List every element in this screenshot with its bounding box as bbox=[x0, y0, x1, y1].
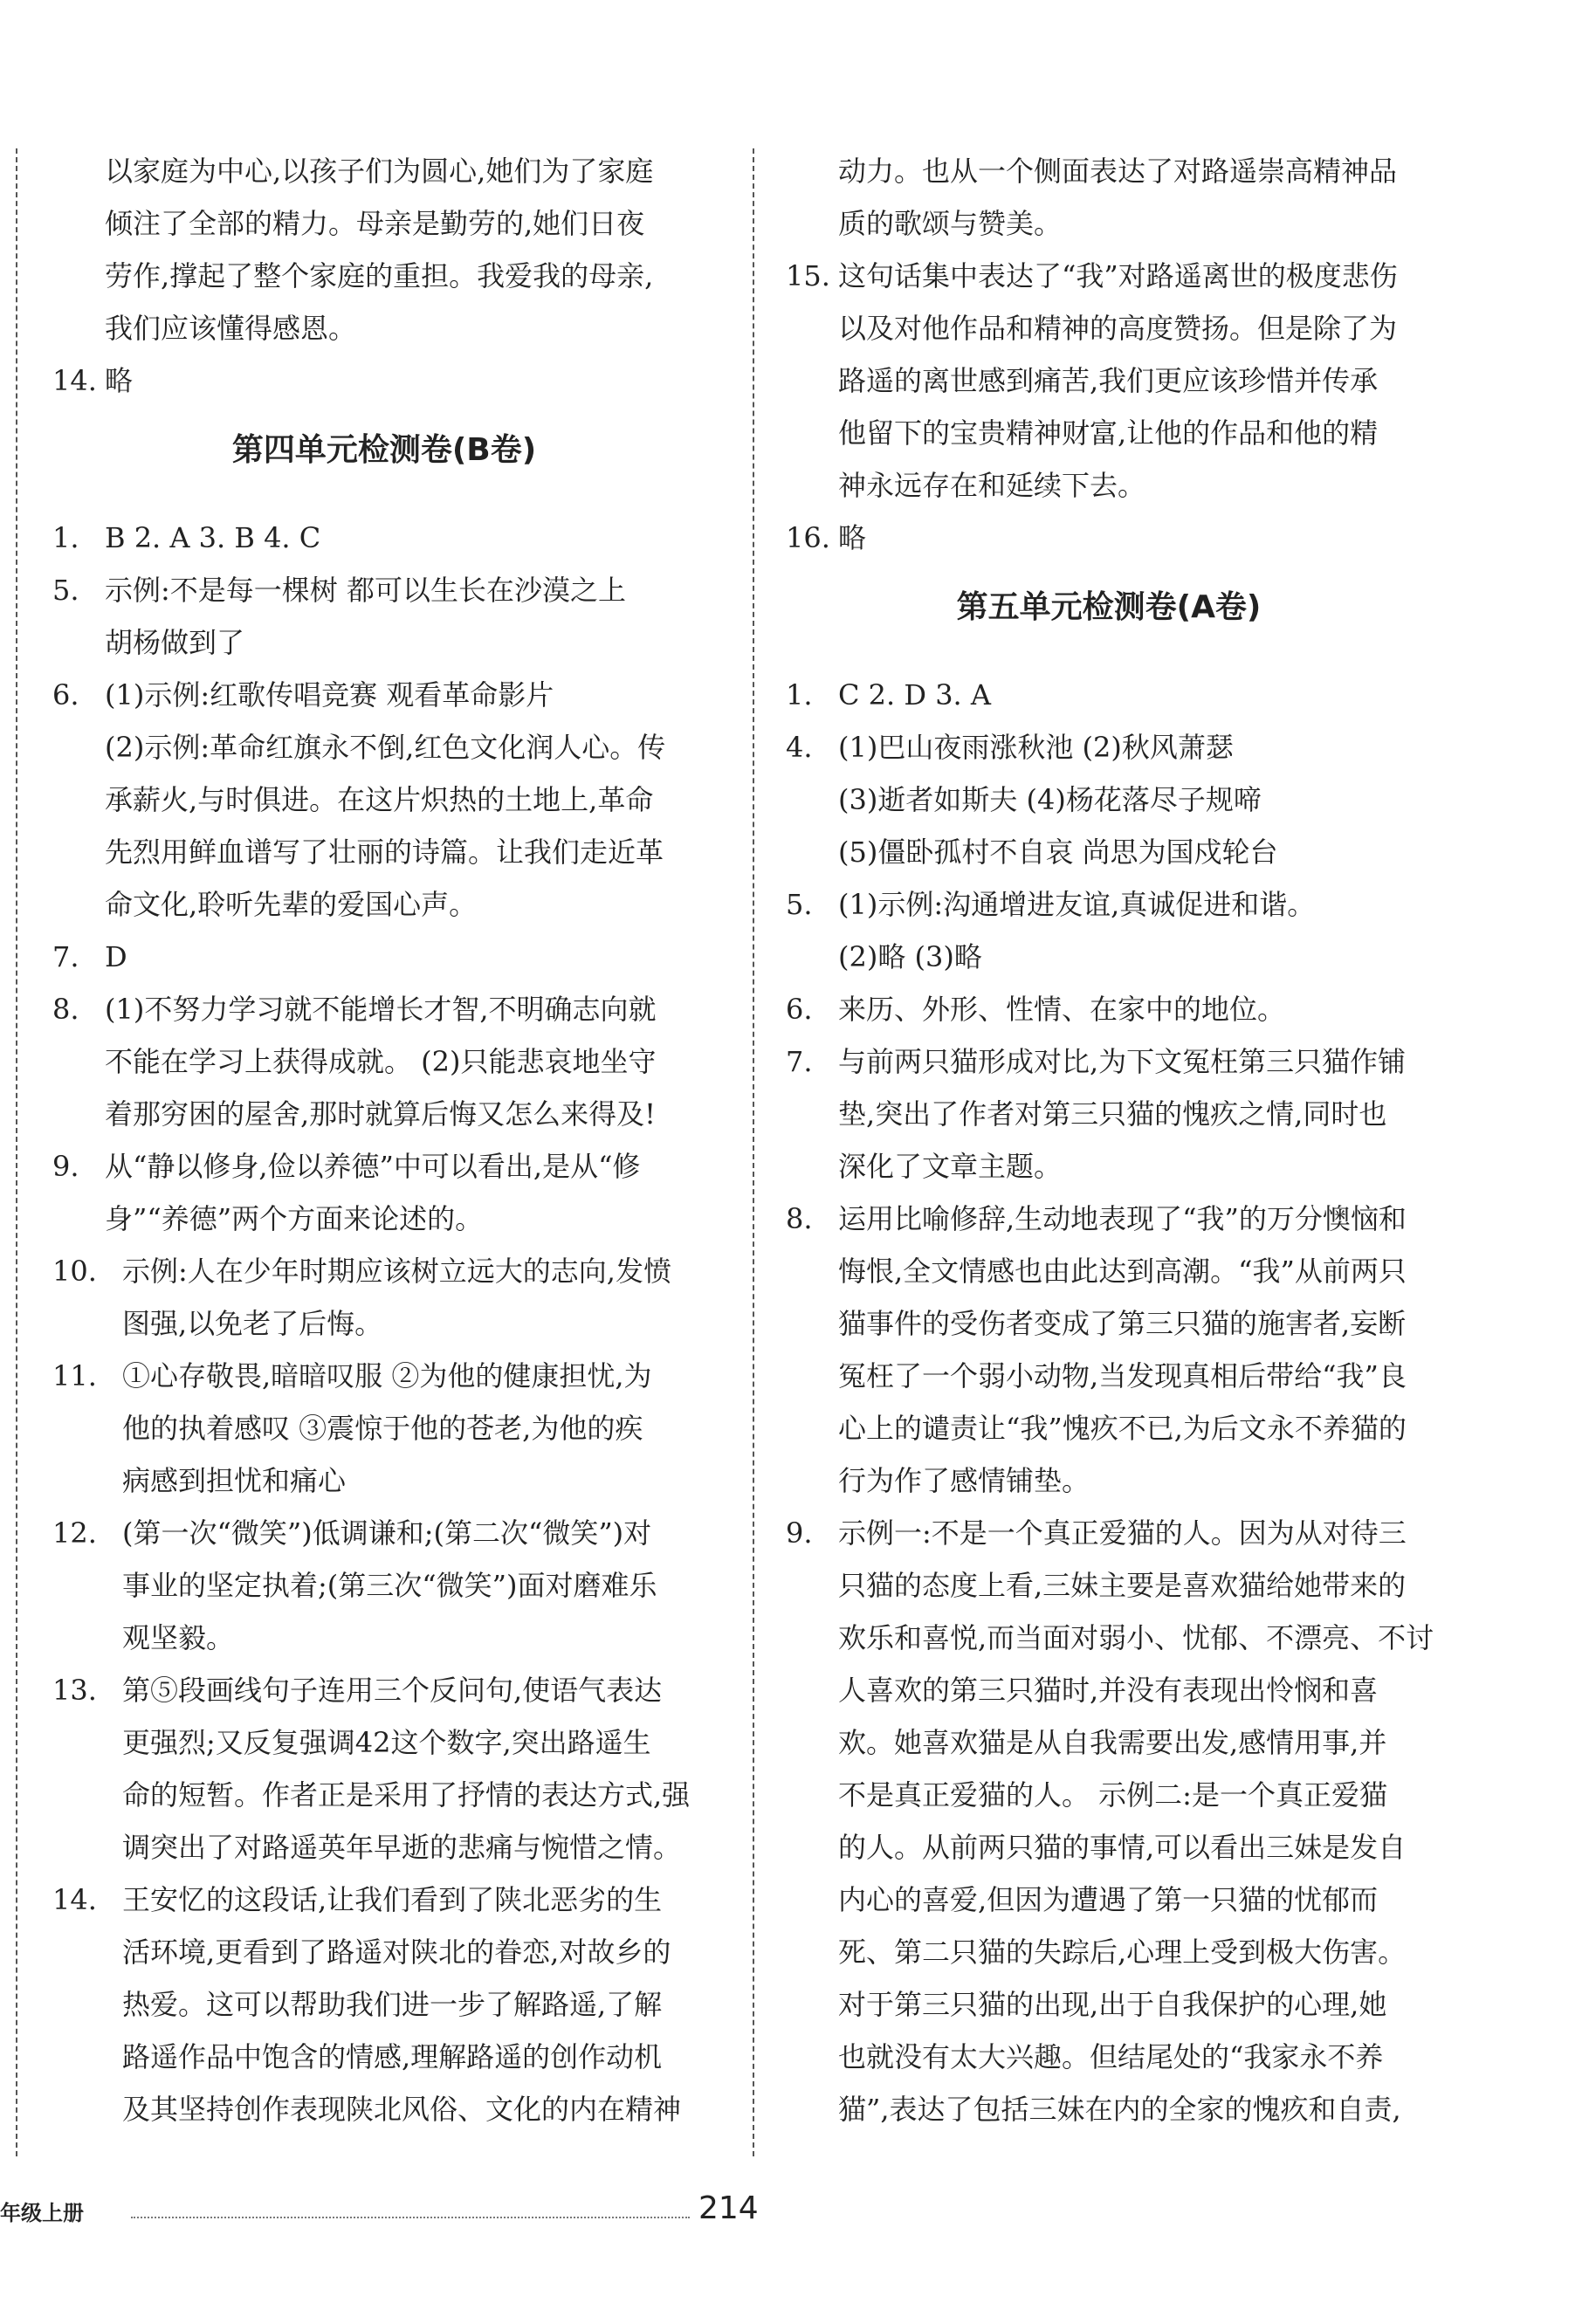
item-number: 7. bbox=[786, 1045, 813, 1078]
item-number: 15. bbox=[786, 259, 830, 292]
answer-line: (3)逝者如斯夫 (4)杨花落尽子规啼 bbox=[838, 783, 1262, 816]
answer-line: 行为作了感情铺垫。 bbox=[838, 1464, 1090, 1497]
answer-8 bbox=[786, 1193, 1432, 1507]
item-number: 8. bbox=[52, 993, 79, 1026]
answer-1-3 bbox=[786, 669, 1432, 721]
answer-line: 略 bbox=[838, 521, 867, 554]
item-number: 12. bbox=[52, 1516, 97, 1550]
answer-9 bbox=[52, 1140, 716, 1245]
answer-line: 着那穷困的屋舍,那时就算后悔又怎么来得及! bbox=[105, 1097, 657, 1131]
continued-answer bbox=[786, 145, 1432, 250]
answer-line: 与前两只猫形成对比,为下文冤枉第三只猫作铺 bbox=[838, 1045, 1407, 1078]
answer-line: 先烈用鲜血谱写了壮丽的诗篇。让我们走近革 bbox=[105, 835, 664, 869]
answer-line: (2)略 (3)略 bbox=[838, 940, 982, 973]
section-title-unit5-a: 第五单元检测卷(A卷) bbox=[956, 589, 1262, 625]
answer-line: 来历、外形、性情、在家中的地位。 bbox=[838, 993, 1286, 1026]
item-number: 7. bbox=[52, 940, 79, 973]
answer-line: 身”“养德”两个方面来论述的。 bbox=[105, 1202, 484, 1235]
answer-line: 活环境,更看到了路遥对陕北的眷恋,对故乡的 bbox=[122, 1936, 671, 1969]
answer-line: 动力。也从一个侧面表达了对路遥崇高精神品 bbox=[838, 155, 1398, 188]
item-number: 9. bbox=[52, 1150, 79, 1183]
answer-line: 的人。从前两只猫的事情,可以看出三妹是发自 bbox=[838, 1831, 1407, 1864]
answer-line: D bbox=[105, 940, 127, 973]
answer-1-4 bbox=[52, 512, 716, 564]
answer-line: 冤枉了一个弱小动物,当发现真相后带给“我”良 bbox=[838, 1359, 1407, 1392]
answer-12 bbox=[52, 1507, 716, 1664]
item-number: 9. bbox=[786, 1516, 813, 1550]
answer-8 bbox=[52, 983, 716, 1140]
answer-line: 这句话集中表达了“我”对路遥离世的极度悲伤 bbox=[838, 259, 1398, 292]
answer-line: 以家庭为中心,以孩子们为圆心,她们为了家庭 bbox=[105, 155, 654, 188]
answer-line: 垫,突出了作者对第三只猫的愧疚之情,同时也 bbox=[838, 1097, 1387, 1131]
answer-line: 及其坚持创作表现陕北风俗、文化的内在精神 bbox=[122, 2093, 682, 2126]
answer-9 bbox=[786, 1507, 1432, 2135]
answer-7 bbox=[786, 1035, 1432, 1193]
answer-5 bbox=[52, 564, 716, 669]
item-number: 1. bbox=[52, 521, 79, 554]
binding-margin-rule bbox=[16, 148, 17, 2156]
answer-line: 猫”,表达了包括三妹在内的全家的愧疚和自责, bbox=[838, 2093, 1401, 2126]
answer-line: (1)示例:沟通增进友谊,真诚促进和谐。 bbox=[838, 888, 1316, 921]
answer-line: 路遥的离世感到痛苦,我们更应该珍惜并传承 bbox=[838, 364, 1379, 397]
footer-dotted-rule bbox=[131, 2217, 690, 2218]
answer-line: 人喜欢的第三只猫时,并没有表现出怜悯和喜 bbox=[838, 1674, 1379, 1707]
answer-line: 不是真正爱猫的人。 示例二:是一个真正爱猫 bbox=[838, 1778, 1387, 1812]
answer-line: 他留下的宝贵精神财富,让他的作品和他的精 bbox=[838, 416, 1379, 450]
answer-line: (2)示例:革命红旗永不倒,红色文化润人心。传 bbox=[105, 731, 666, 764]
answer-line: 运用比喻修辞,生动地表现了“我”的万分懊恼和 bbox=[838, 1202, 1407, 1235]
section-title-unit4-b: 第四单元检测卷(B卷) bbox=[231, 432, 537, 468]
item-number: 13. bbox=[52, 1674, 97, 1707]
answer-line: 质的歌颂与赞美。 bbox=[838, 207, 1063, 240]
answer-line: 劳作,撑起了整个家庭的重担。我爱我的母亲, bbox=[105, 259, 654, 292]
item-number: 10. bbox=[52, 1255, 97, 1288]
answer-line: 只猫的态度上看,三妹主要是喜欢猫给她带来的 bbox=[838, 1569, 1407, 1602]
answer-line: 示例一:不是一个真正爱猫的人。因为从对待三 bbox=[838, 1516, 1407, 1550]
answer-line: 心上的谴责让“我”愧疚不已,为后文永不养猫的 bbox=[838, 1412, 1407, 1445]
item-number: 14. bbox=[52, 1883, 97, 1916]
answer-6 bbox=[786, 983, 1432, 1035]
answer-line: 内心的喜爱,但因为遭遇了第一只猫的忧郁而 bbox=[838, 1883, 1379, 1916]
answer-line: 从“静以修身,俭以养德”中可以看出,是从“修 bbox=[105, 1150, 641, 1183]
answer-line: 也就没有太大兴趣。但结尾处的“我家永不养 bbox=[838, 2040, 1384, 2073]
answer-line: 胡杨做到了 bbox=[105, 626, 245, 659]
answer-6 bbox=[52, 669, 716, 931]
answer-line: (1)巴山夜雨涨秋池 (2)秋风萧瑟 bbox=[838, 731, 1234, 764]
item-number: 6. bbox=[786, 993, 813, 1026]
item-number: 16. bbox=[786, 521, 830, 554]
page-number: 214 bbox=[698, 2190, 759, 2226]
answer-line: 承薪火,与时俱进。在这片炽热的土地上,革命 bbox=[105, 783, 654, 816]
answer-16 bbox=[786, 512, 1432, 564]
item-number: 11. bbox=[52, 1359, 97, 1392]
left-column bbox=[52, 145, 716, 2135]
answer-line: 略 bbox=[105, 364, 134, 397]
answer-10 bbox=[52, 1245, 716, 1350]
answer-line: 事业的坚定执着;(第三次“微笑”)面对磨难乐 bbox=[122, 1569, 657, 1602]
grade-label: 年级上册 bbox=[0, 2201, 84, 2225]
answer-line: 更强烈;又反复强调42这个数字,突出路遥生 bbox=[122, 1726, 651, 1759]
answer-14 bbox=[52, 354, 716, 407]
item-number: 4. bbox=[786, 731, 813, 764]
answer-line: 倾注了全部的精力。母亲是勤劳的,她们日夜 bbox=[105, 207, 645, 240]
answer-line: 路遥作品中饱含的情感,理解路遥的创作动机 bbox=[122, 2040, 663, 2073]
continued-answer bbox=[52, 145, 716, 354]
answer-line: 猫事件的受伤者变成了第三只猫的施害者,妄断 bbox=[838, 1307, 1407, 1340]
item-number: 14. bbox=[52, 364, 97, 397]
answer-line: 命文化,聆听先辈的爱国心声。 bbox=[105, 888, 478, 921]
answer-line: 命的短暂。作者正是采用了抒情的表达方式,强 bbox=[122, 1778, 691, 1812]
answer-line: 调突出了对路遥英年早逝的悲痛与惋惜之情。 bbox=[122, 1831, 682, 1864]
answer-line: 他的执着感叹 ③震惊于他的苍老,为他的疾 bbox=[122, 1412, 643, 1445]
answer-14-essay bbox=[52, 1874, 716, 2135]
answer-line: 我们应该懂得感恩。 bbox=[105, 312, 357, 345]
answer-7 bbox=[52, 931, 716, 983]
answer-line: 欢。她喜欢猫是从自我需要出发,感情用事,并 bbox=[838, 1726, 1387, 1759]
answer-line: 热爱。这可以帮助我们进一步了解路遥,了解 bbox=[122, 1988, 663, 2021]
column-divider bbox=[753, 148, 754, 2156]
answer-line: 深化了文章主题。 bbox=[838, 1150, 1063, 1183]
answer-line: 病感到担忧和痛心 bbox=[122, 1464, 347, 1497]
answer-line: 示例:人在少年时期应该树立远大的志向,发愤 bbox=[122, 1255, 671, 1288]
answer-line: 示例:不是每一棵树 都可以生长在沙漠之上 bbox=[105, 574, 626, 607]
answer-line: 对于第三只猫的出现,出于自我保护的心理,她 bbox=[838, 1988, 1387, 2021]
answer-line: (5)僵卧孤村不自哀 尚思为国戍轮台 bbox=[838, 835, 1278, 869]
answer-line: 死、第二只猫的失踪后,心理上受到极大伤害。 bbox=[838, 1936, 1407, 1969]
answer-line: (1)示例:红歌传唱竞赛 观看革命影片 bbox=[105, 678, 554, 712]
answer-11 bbox=[52, 1350, 716, 1507]
answer-line: (第一次“微笑”)低调谦和;(第二次“微笑”)对 bbox=[122, 1516, 652, 1550]
item-number: 5. bbox=[786, 888, 813, 921]
item-number: 6. bbox=[52, 678, 79, 712]
answer-13 bbox=[52, 1664, 716, 1874]
answer-line: 欢乐和喜悦,而当面对弱小、忧郁、不漂亮、不讨 bbox=[838, 1621, 1434, 1654]
answer-line: 观坚毅。 bbox=[122, 1621, 235, 1654]
item-number: 8. bbox=[786, 1202, 813, 1235]
answer-line: 悔恨,全文情感也由此达到高潮。“我”从前两只 bbox=[838, 1255, 1407, 1288]
answer-5 bbox=[786, 878, 1432, 983]
answer-line: 以及对他作品和精神的高度赞扬。但是除了为 bbox=[838, 312, 1398, 345]
answer-line: 图强,以免老了后悔。 bbox=[122, 1307, 383, 1340]
answer-4 bbox=[786, 721, 1432, 878]
answer-line: 不能在学习上获得成就。 (2)只能悲哀地坐守 bbox=[105, 1045, 657, 1078]
answer-line: 王安忆的这段话,让我们看到了陕北恶劣的生 bbox=[122, 1883, 663, 1916]
item-number: 5. bbox=[52, 574, 79, 607]
answer-line: ①心存敬畏,暗暗叹服 ②为他的健康担忧,为 bbox=[122, 1359, 652, 1392]
answer-line: C 2. D 3. A bbox=[838, 678, 991, 712]
right-column bbox=[786, 145, 1432, 2135]
answer-line: 神永远存在和延续下去。 bbox=[838, 469, 1146, 502]
answer-15 bbox=[786, 250, 1432, 512]
answer-line: B 2. A 3. B 4. C bbox=[105, 521, 321, 554]
answer-line: (1)不努力学习就不能增长才智,不明确志向就 bbox=[105, 993, 657, 1026]
answer-line: 第⑤段画线句子连用三个反问句,使语气表达 bbox=[122, 1674, 663, 1707]
item-number: 1. bbox=[786, 678, 813, 712]
page-footer bbox=[0, 2190, 1589, 2239]
